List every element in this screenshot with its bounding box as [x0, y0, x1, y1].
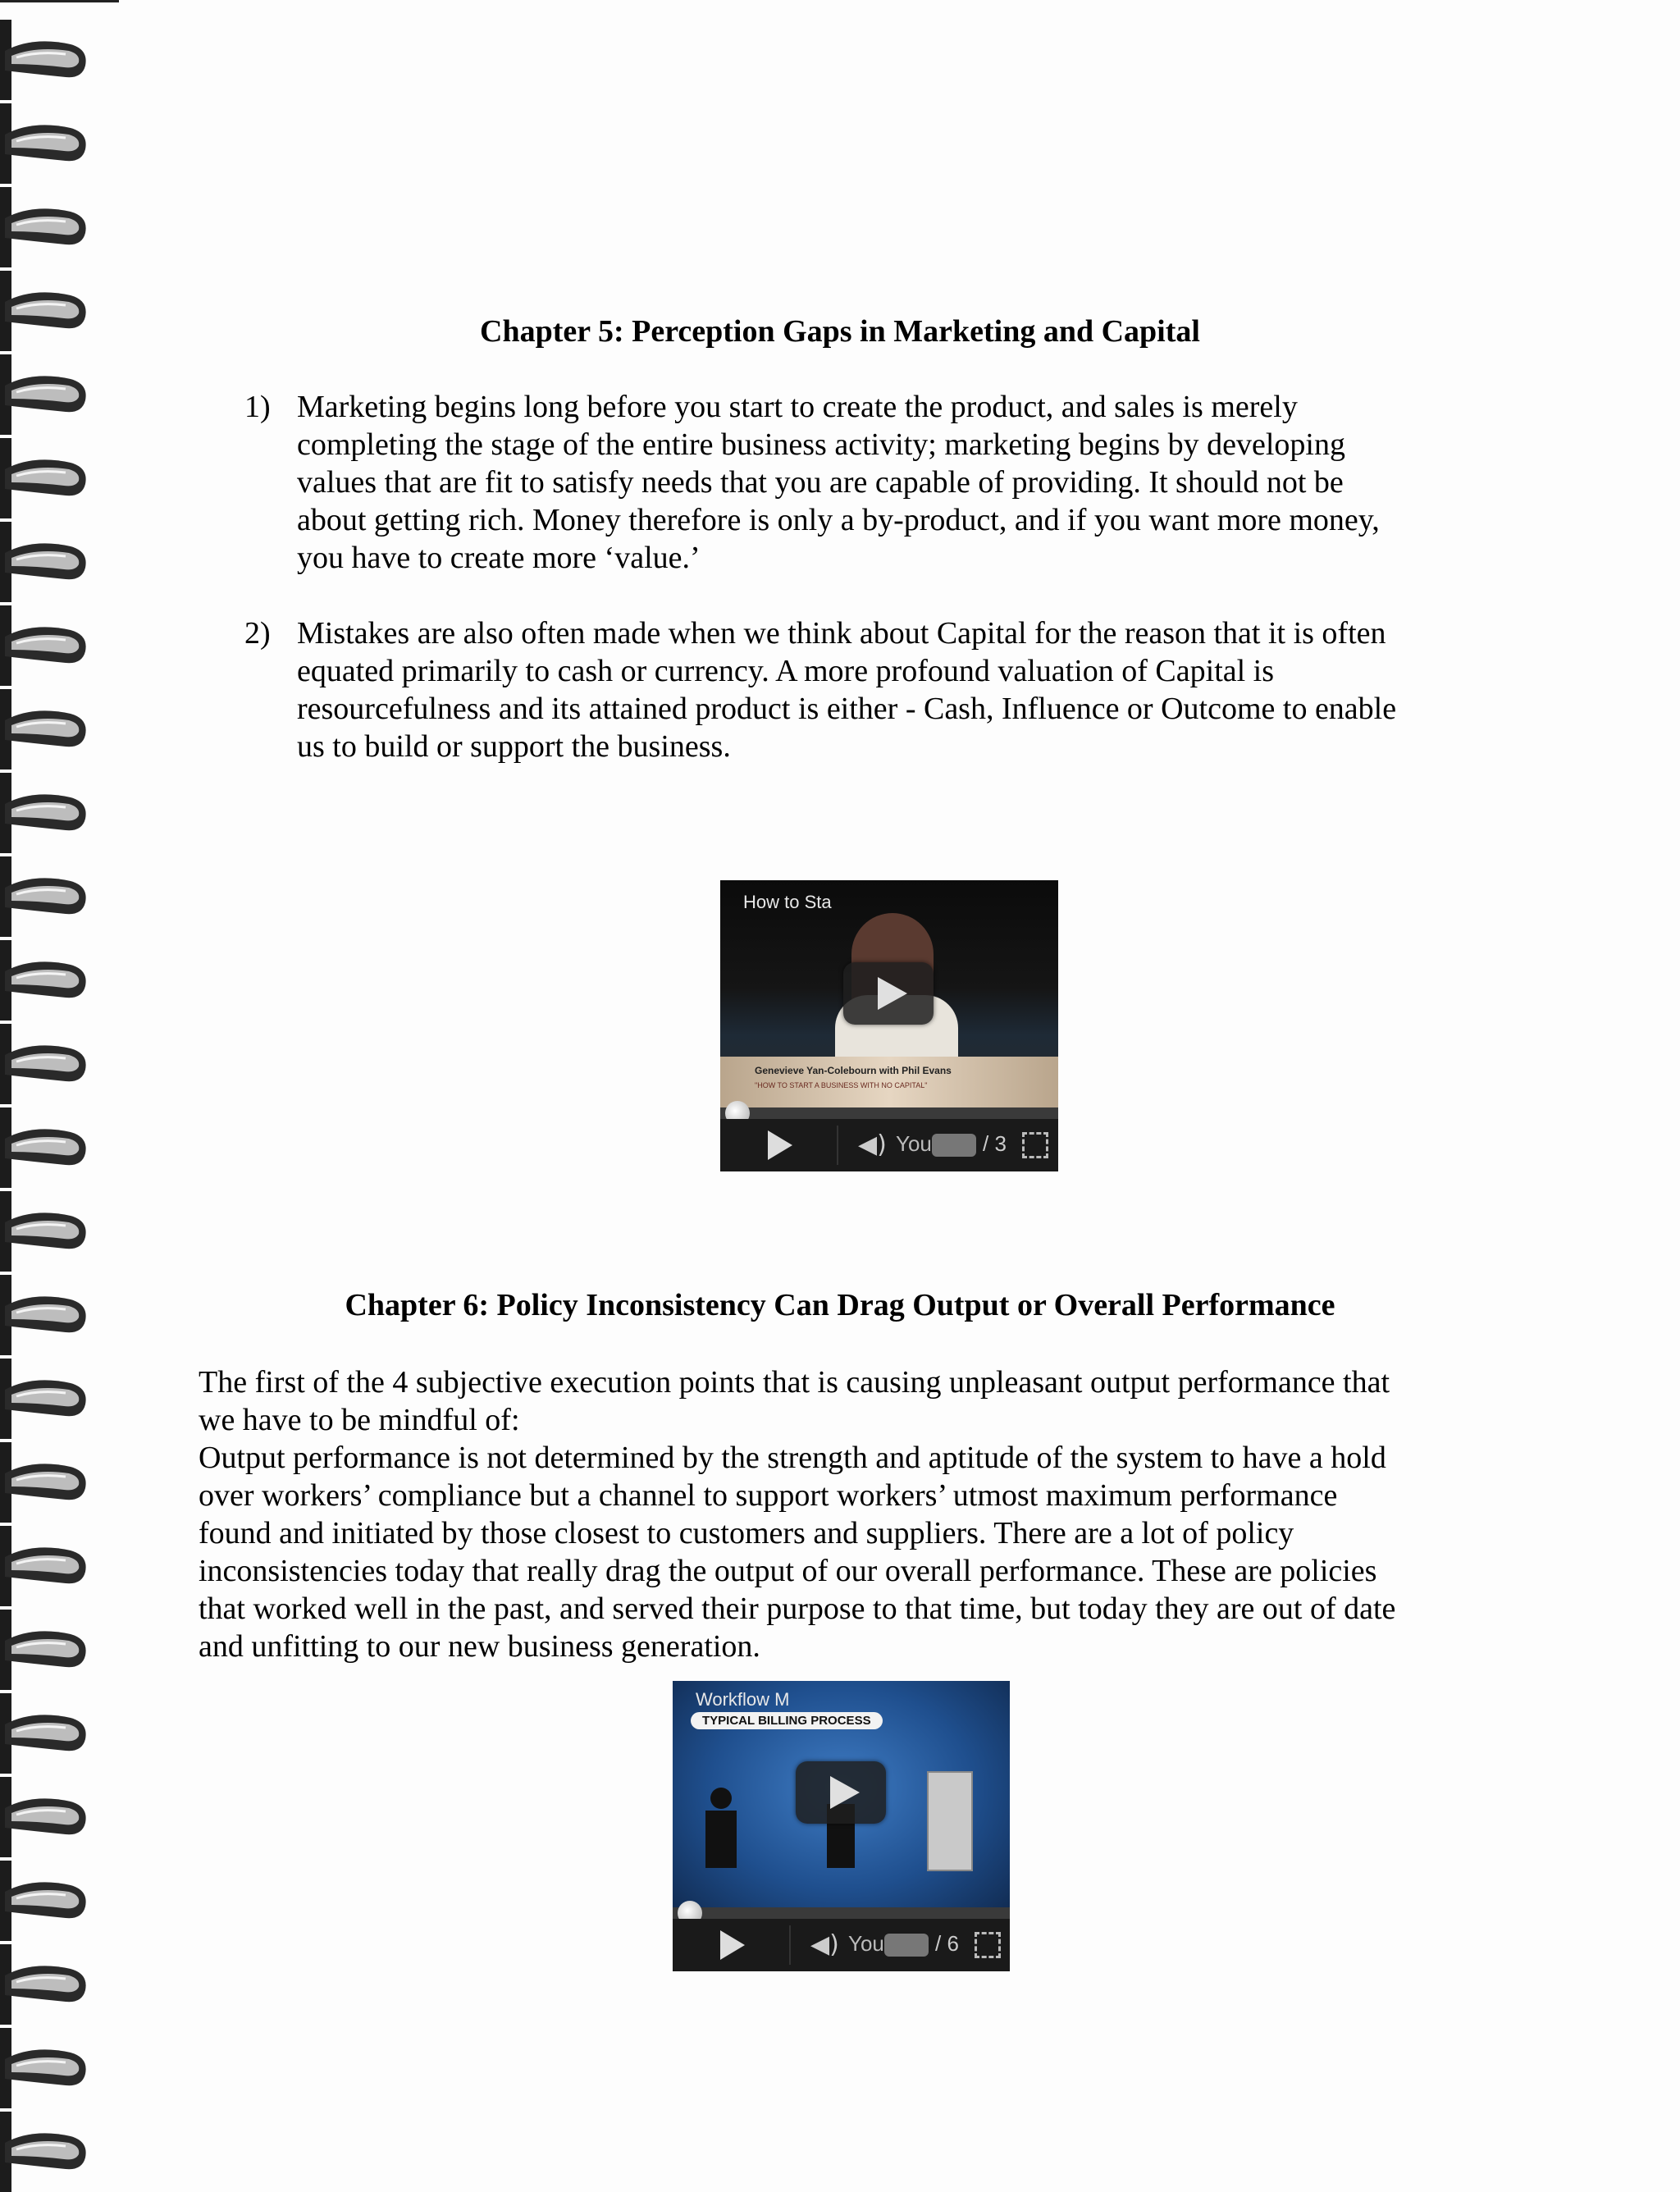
person-body-icon	[705, 1811, 737, 1868]
youtube-logo[interactable]: You	[848, 1931, 884, 1956]
spiral-ring	[0, 1777, 92, 1857]
spiral-ring	[0, 20, 92, 100]
text-line: Marketing begins long before you start to create the product, and sales is merely	[297, 390, 1298, 424]
text-line: equated primarily to cash or currency. A more profound valuation of Capital is	[297, 654, 1275, 688]
video-frame	[673, 1681, 1010, 1919]
spiral-binding-icon	[0, 1442, 92, 1523]
chapter-5-title: Chapter 5: Perception Gaps in Marketing and Capital	[480, 314, 1200, 349]
spiral-binding-icon	[0, 187, 92, 267]
play-icon[interactable]	[843, 962, 934, 1025]
spiral-binding-icon	[0, 1024, 92, 1104]
spiral-ring	[0, 438, 92, 518]
spiral-binding-icon	[0, 438, 92, 518]
youtube-badge	[932, 1134, 976, 1157]
text-line: resourcefulness and its attained product is either - Cash, Influence or Outcome to enable	[297, 692, 1397, 726]
spiral-binding-icon	[0, 940, 92, 1021]
volume-icon[interactable]: ◀)	[858, 1130, 887, 1159]
spiral-binding-icon	[0, 605, 92, 686]
control-separator	[789, 1925, 791, 1965]
spiral-binding-icon	[0, 1610, 92, 1690]
spiral-binding-icon	[0, 20, 92, 100]
play-icon[interactable]	[768, 1130, 792, 1160]
progress-bar[interactable]	[673, 1907, 1010, 1919]
video-player-2[interactable]	[673, 1681, 1010, 1971]
text-line: you have to create more ‘value.’	[297, 541, 701, 575]
fullscreen-icon[interactable]	[1022, 1132, 1048, 1158]
billing-banner: TYPICAL BILLING PROCESS	[691, 1712, 883, 1729]
text-line: inconsistencies today that really drag the output of our overall performance. These are policies	[199, 1554, 1377, 1588]
spiral-ring	[0, 2112, 92, 2192]
video-controls	[720, 1119, 1058, 1171]
spiral-ring	[0, 1693, 92, 1774]
list-number: 1)	[244, 390, 271, 424]
text-line: found and initiated by those closest to customers and suppliers. There are a lot of policy	[199, 1516, 1294, 1550]
chapter-6-title: Chapter 6: Policy Inconsistency Can Drag Output or Overall Performance	[345, 1288, 1335, 1322]
text-line: over workers’ compliance but a channel to support workers’ utmost maximum performance	[199, 1478, 1338, 1513]
spiral-binding-icon	[0, 1526, 92, 1606]
spiral-binding-icon	[0, 1861, 92, 1941]
spiral-binding-icon	[0, 2028, 92, 2108]
text-line: about getting rich. Money therefore is only a by-product, and if you want more money,	[297, 503, 1380, 537]
spiral-ring	[0, 1024, 92, 1104]
text-line: completing the stage of the entire business activity; marketing begins by developing	[297, 427, 1345, 462]
text-line: values that are fit to satisfy needs that you are capable of providing. It should not be	[297, 465, 1344, 500]
spiral-ring	[0, 103, 92, 184]
spiral-binding-icon	[0, 2112, 92, 2192]
spiral-binding-icon	[0, 1359, 92, 1439]
text-line: Output performance is not determined by the strength and aptitude of the system to have a hold	[199, 1441, 1386, 1475]
video-duration: / 6	[935, 1931, 959, 1956]
play-icon[interactable]	[720, 1930, 745, 1960]
spiral-binding-icon	[0, 1191, 92, 1272]
caption-bar	[720, 1057, 1058, 1107]
caption-subtitle: "HOW TO START A BUSINESS WITH NO CAPITAL"	[755, 1081, 928, 1089]
spiral-ring	[0, 1442, 92, 1523]
spiral-ring	[0, 1107, 92, 1188]
spiral-ring	[0, 1359, 92, 1439]
text-line: Mistakes are also often made when we think about Capital for the reason that it is often	[297, 616, 1386, 651]
spiral-binding-icon	[0, 1107, 92, 1188]
text-line: we have to be mindful of:	[199, 1403, 520, 1437]
binding-top-line	[0, 0, 119, 2]
text-line: that worked well in the past, and served their purpose to that time, but today they are out of date	[199, 1591, 1396, 1626]
list-item-text	[297, 388, 1495, 577]
spiral-binding-icon	[0, 103, 92, 184]
spiral-binding-icon	[0, 354, 92, 435]
spiral-binding-icon	[0, 1944, 92, 2025]
volume-icon[interactable]: ◀)	[810, 1930, 839, 1959]
spiral-binding-icon	[0, 1777, 92, 1857]
text-line: The first of the 4 subjective execution points that is causing unpleasant output performance that	[199, 1365, 1390, 1400]
spiral-ring	[0, 1191, 92, 1272]
spiral-ring	[0, 1526, 92, 1606]
text-line: and unfitting to our new business generation.	[199, 1629, 760, 1664]
chapter-6-body	[199, 1363, 1495, 1665]
spiral-ring	[0, 605, 92, 686]
spiral-ring	[0, 773, 92, 853]
youtube-logo[interactable]: You	[896, 1131, 932, 1156]
video-title: How to Sta	[743, 892, 832, 912]
text-line: us to build or support the business.	[297, 729, 731, 764]
play-icon[interactable]	[796, 1761, 886, 1824]
building-icon	[927, 1771, 973, 1871]
video-player-1[interactable]	[720, 880, 1058, 1171]
list-item-text	[297, 614, 1495, 765]
spiral-ring	[0, 354, 92, 435]
spiral-binding-icon	[0, 1693, 92, 1774]
list-number: 2)	[244, 616, 271, 651]
video-controls	[673, 1919, 1010, 1971]
spiral-ring	[0, 1610, 92, 1690]
spiral-binding-icon	[0, 773, 92, 853]
spiral-ring	[0, 187, 92, 267]
spiral-ring	[0, 856, 92, 937]
spiral-ring	[0, 1944, 92, 2025]
video-duration: / 3	[983, 1131, 1007, 1156]
spiral-ring	[0, 2028, 92, 2108]
progress-bar[interactable]	[720, 1107, 1058, 1119]
video-frame	[720, 880, 1058, 1119]
spiral-ring	[0, 1861, 92, 1941]
spiral-binding-icon	[0, 689, 92, 769]
youtube-badge	[884, 1934, 929, 1957]
person-head-icon	[710, 1788, 732, 1809]
fullscreen-icon[interactable]	[975, 1932, 1001, 1958]
control-separator	[837, 1126, 838, 1165]
video-title: Workflow M	[696, 1689, 790, 1710]
spiral-ring	[0, 689, 92, 769]
spiral-ring	[0, 940, 92, 1021]
spiral-binding-icon	[0, 522, 92, 602]
spiral-binding-icon	[0, 856, 92, 937]
spiral-ring	[0, 522, 92, 602]
caption-name: Genevieve Yan-Colebourn with Phil Evans	[755, 1065, 952, 1076]
